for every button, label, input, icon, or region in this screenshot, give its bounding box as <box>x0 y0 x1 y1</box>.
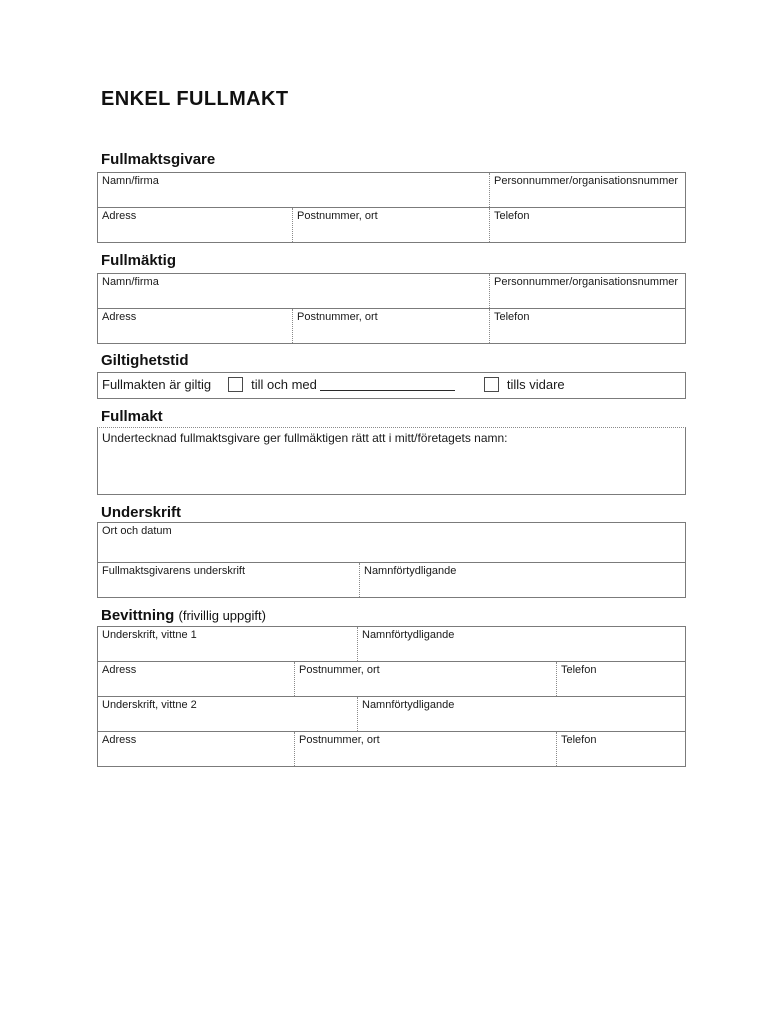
validity-box <box>97 372 686 399</box>
form-content <box>97 0 686 767</box>
field-label: Adress <box>102 734 137 746</box>
field-underskrift-vittne-1[interactable] <box>98 627 357 661</box>
table-row <box>98 562 685 597</box>
table-row <box>98 173 685 207</box>
field-label: Underskrift, vittne 1 <box>102 629 197 641</box>
section-heading-giltighetstid: Giltighetstid <box>101 352 189 369</box>
field-label: Personnummer/organisationsnummer <box>494 175 679 187</box>
field-agent-personnummer[interactable] <box>489 274 685 308</box>
field-giver-personnummer[interactable] <box>489 173 685 207</box>
field-ort-och-datum[interactable] <box>98 523 685 562</box>
option-till-och-med-label: till och med <box>251 377 317 392</box>
field-giver-telefon[interactable] <box>489 208 685 242</box>
bevittning-heading-main: Bevittning <box>101 607 175 624</box>
field-label: Underskrift, vittne 2 <box>102 699 197 711</box>
field-fullmaktsgivarens-underskrift[interactable] <box>98 563 359 597</box>
section-heading-fullmaktsgivare: Fullmaktsgivare <box>101 151 216 168</box>
field-giver-namn-firma[interactable] <box>98 173 489 207</box>
field-underskrift-vittne-2[interactable] <box>98 697 357 731</box>
field-label: Postnummer, ort <box>297 210 378 222</box>
section-heading-fullmaktig: Fullmäktig <box>101 252 177 269</box>
table-row <box>98 274 685 308</box>
field-agent-postnummer-ort[interactable] <box>292 309 489 343</box>
table-row <box>98 627 685 661</box>
field-label: Postnummer, ort <box>299 664 380 676</box>
date-blank-line[interactable] <box>320 378 455 391</box>
field-vittne2-namnfortydligande[interactable] <box>357 697 685 731</box>
checkbox-tills-vidare[interactable] <box>484 377 499 392</box>
field-vittne2-telefon[interactable] <box>556 732 685 766</box>
field-agent-namn-firma[interactable] <box>98 274 489 308</box>
table-row <box>98 207 685 242</box>
table-row <box>98 308 685 343</box>
field-label: Adress <box>102 664 137 676</box>
field-label: Adress <box>102 210 137 222</box>
field-vittne1-telefon[interactable] <box>556 662 685 696</box>
table-fullmaktsgivare <box>97 172 686 243</box>
field-vittne2-postnummer-ort[interactable] <box>294 732 556 766</box>
field-agent-telefon[interactable] <box>489 309 685 343</box>
fullmakt-text-area[interactable] <box>97 427 686 495</box>
field-label: Adress <box>102 311 137 323</box>
section-heading-underskrift: Underskrift <box>101 504 182 521</box>
field-label: Namn/firma <box>102 276 159 288</box>
bevittning-heading-suffix: (frivillig uppgift) <box>178 608 266 623</box>
table-row <box>98 731 685 766</box>
section-heading-fullmakt: Fullmakt <box>101 408 163 425</box>
field-label: Telefon <box>494 210 530 222</box>
field-vittne1-namnfortydligande[interactable] <box>357 627 685 661</box>
field-label: Personnummer/organisationsnummer <box>494 276 679 288</box>
field-label: Telefon <box>494 311 530 323</box>
page-title: ENKEL FULLMAKT <box>101 88 289 110</box>
table-underskrift <box>97 522 686 598</box>
section-heading-bevittning <box>101 608 686 623</box>
field-label: Namnförtydligande <box>362 629 455 641</box>
field-vittne2-adress[interactable] <box>98 732 294 766</box>
field-agent-adress[interactable] <box>98 309 292 343</box>
field-giver-postnummer-ort[interactable] <box>292 208 489 242</box>
field-namnfortydligande[interactable] <box>359 563 685 597</box>
table-bevittning <box>97 626 686 767</box>
field-label: Telefon <box>561 734 597 746</box>
field-giver-adress[interactable] <box>98 208 292 242</box>
field-label: Telefon <box>561 664 597 676</box>
table-row <box>98 523 685 562</box>
checkbox-till-och-med[interactable] <box>228 377 243 392</box>
option-tills-vidare-label: tills vidare <box>506 377 565 392</box>
field-label: Namnförtydligande <box>362 699 455 711</box>
field-label: Fullmaktsgivarens underskrift <box>102 565 246 577</box>
field-vittne1-postnummer-ort[interactable] <box>294 662 556 696</box>
table-row <box>98 661 685 696</box>
field-label: Ort och datum <box>102 525 172 537</box>
field-label: Postnummer, ort <box>299 734 380 746</box>
table-row <box>98 696 685 731</box>
table-fullmaktig <box>97 273 686 344</box>
fullmakt-instruction: Undertecknad fullmaktsgivare ger fullmäktigen rätt att i mitt/företagets namn: <box>102 431 508 445</box>
field-vittne1-adress[interactable] <box>98 662 294 696</box>
validity-label: Fullmakten är giltig <box>102 377 212 392</box>
field-label: Namn/firma <box>102 175 159 187</box>
field-label: Namnförtydligande <box>364 565 457 577</box>
field-label: Postnummer, ort <box>297 311 378 323</box>
